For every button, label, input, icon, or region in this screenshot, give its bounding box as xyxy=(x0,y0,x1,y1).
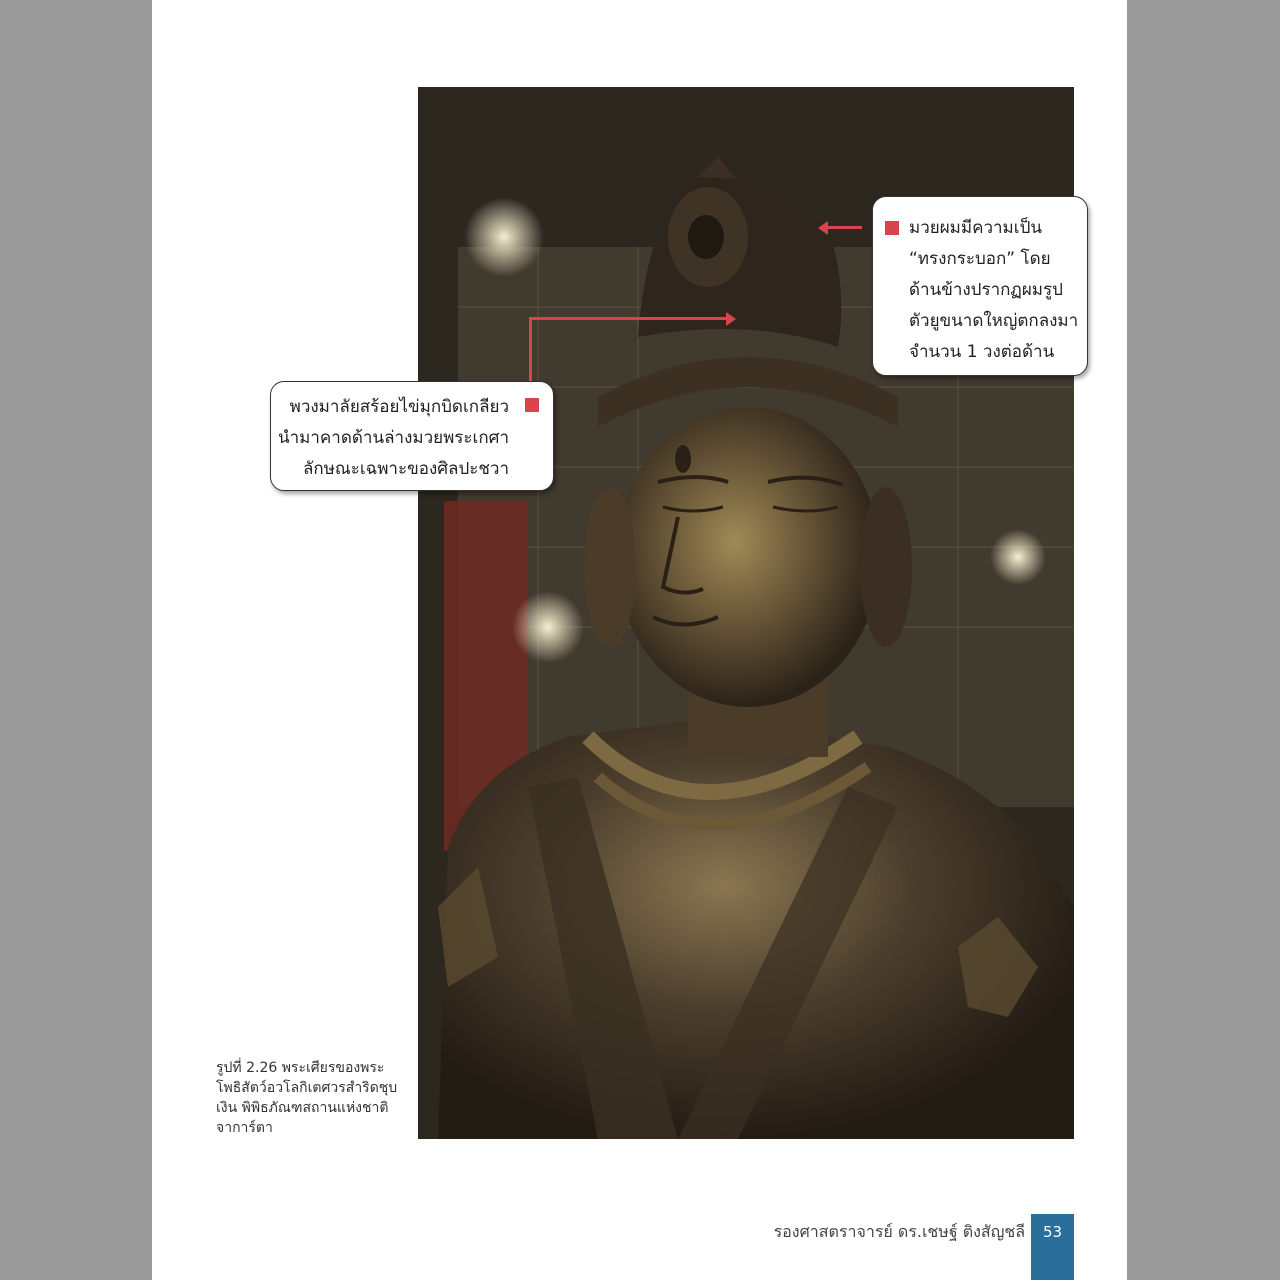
callout-text-line: ลักษณะเฉพาะของศิลปะชวา xyxy=(303,459,509,479)
callout-connector-line xyxy=(530,317,728,320)
callout-arrow-head xyxy=(726,312,736,326)
footer-author: รองศาสตราจารย์ ดร.เชษฐ์ ติงสัญชลี xyxy=(773,1222,1025,1241)
figure-caption xyxy=(216,1058,406,1138)
caption-line: จาการ์ตา xyxy=(216,1120,273,1136)
callout-text-line: ตัวยูขนาดใหญ่ตกลงมา xyxy=(909,311,1079,331)
callout-hair-bun xyxy=(872,196,1088,376)
caption-line: รูปที่ 2.26 พระเศียรของพระ xyxy=(216,1060,385,1076)
callout-text-line: ด้านข้างปรากฏผมรูป xyxy=(909,280,1063,300)
caption-line: เงิน พิพิธภัณฑสถานแห่งชาติ xyxy=(216,1100,389,1116)
book-page xyxy=(152,0,1127,1280)
callout-garland xyxy=(270,381,554,491)
callout-text-line: นำมาคาดด้านล่างมวยพระเกศา xyxy=(278,428,509,448)
callout-marker-square xyxy=(525,398,539,412)
callout-arrow-head xyxy=(818,221,828,235)
callout-text-line: มวยผมมีความเป็น xyxy=(909,218,1042,238)
callout-text-line: “ทรงกระบอก” โดย xyxy=(909,249,1051,269)
page-number: 53 xyxy=(1031,1214,1074,1280)
caption-line: โพธิสัตว์อวโลกิเตศวรสำริดชุบ xyxy=(216,1080,398,1096)
callout-marker-square xyxy=(885,221,899,235)
callout-text-line: จำนวน 1 วงต่อด้าน xyxy=(909,342,1055,362)
callout-connector-line xyxy=(826,226,862,229)
callout-text-line: พวงมาลัยสร้อยไข่มุกบิดเกลียว xyxy=(289,397,509,417)
